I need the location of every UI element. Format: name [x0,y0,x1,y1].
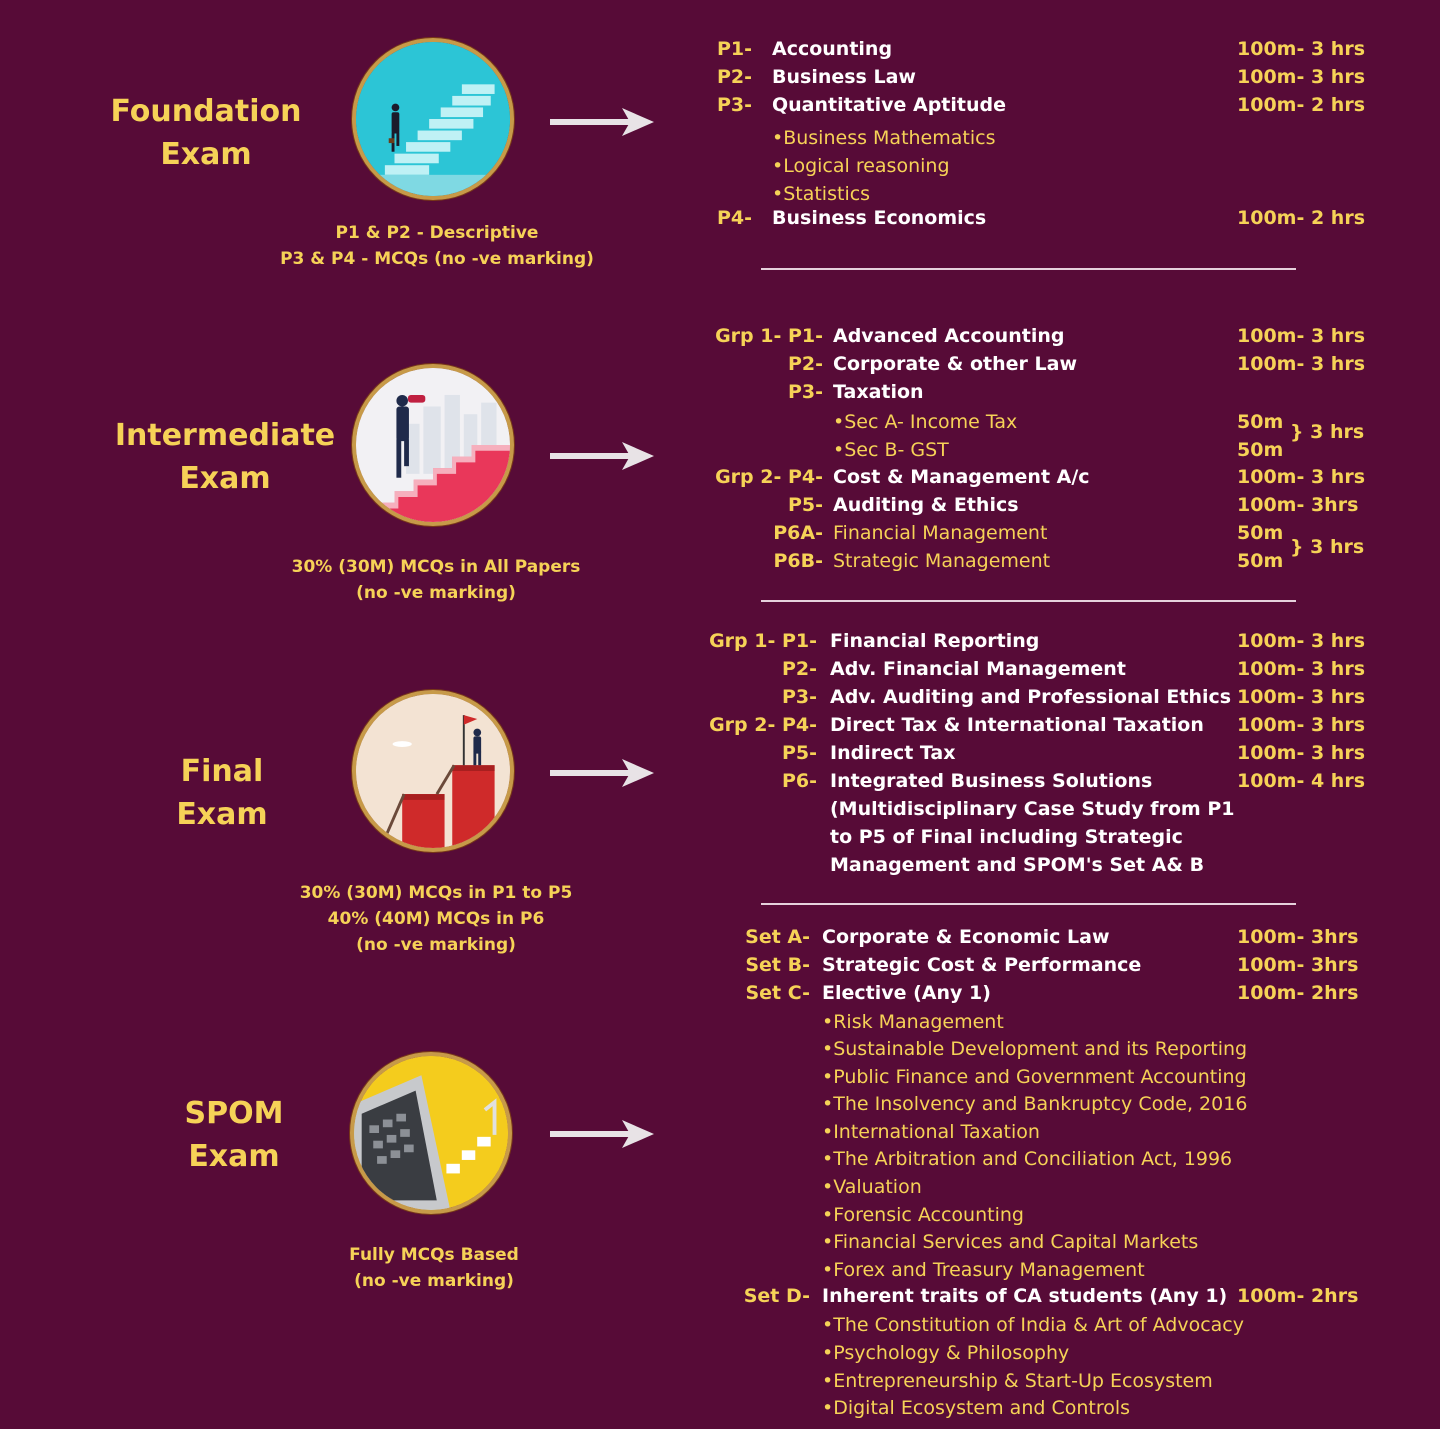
sub-topic: Financial Management [833,522,1048,544]
paper-row [0,35,1440,63]
sub-topic: •Logical reasoning [772,155,950,177]
paper-row [0,1256,1440,1284]
paper-name: to P5 of Final including Strategic [830,826,1183,848]
paper-row [0,1228,1440,1256]
paper-code: P4- [716,207,752,229]
marks-duration: 50m [1237,550,1284,572]
paper-row [0,823,1440,851]
paper-row [0,979,1440,1007]
paper-code: Grp 1- P1- [709,630,817,652]
paper-code: P2- [787,353,823,375]
paper-name: Adv. Financial Management [830,658,1126,680]
paper-name: Management and SPOM's Set A& B [830,854,1205,876]
paper-row [0,951,1440,979]
paper-row [0,1008,1440,1036]
sub-topic: •Business Mathematics [772,127,996,149]
marks-duration: 100m- 3hrs [1237,494,1359,516]
paper-row [0,63,1440,91]
marks-duration: 50m [1237,439,1284,461]
paper-row [0,463,1440,491]
paper-name: Auditing & Ethics [833,494,1019,516]
brace-hours-p3: } 3 hrs [1290,421,1365,443]
marks-duration: 100m- 2 hrs [1237,94,1365,116]
marks-duration: 50m [1237,411,1284,433]
paper-row [0,204,1440,232]
paper-code: Set D- [743,1285,810,1307]
paper-row [0,547,1440,575]
sub-topic: •Financial Services and Capital Markets [822,1231,1199,1253]
marks-duration: 50m [1237,522,1284,544]
paper-code: P1- [716,38,752,60]
paper-code: Grp 1- P1- [715,325,823,347]
paper-row [0,851,1440,879]
marks-duration: 100m- 3hrs [1237,954,1359,976]
paper-row [0,1090,1440,1118]
marks-duration: 100m- 3 hrs [1237,742,1365,764]
paper-code: Grp 2- P4- [709,714,817,736]
paper-name: Corporate & other Law [833,353,1077,375]
paper-code: Set B- [745,954,810,976]
paper-name: Business Law [772,66,916,88]
sub-topic: •Entrepreneurship & Start-Up Ecosystem [822,1370,1213,1392]
section-divider [761,903,1296,905]
paper-row [0,1367,1440,1395]
marks-duration: 100m- 3 hrs [1237,714,1365,736]
paper-code: P5- [781,742,817,764]
marks-duration: 100m- 3 hrs [1237,466,1365,488]
marks-duration: 100m- 3hrs [1237,926,1359,948]
paper-row [0,1035,1440,1063]
paper-row [0,378,1440,406]
sub-topic: Strategic Management [833,550,1051,572]
paper-name: Cost & Management A/c [833,466,1090,488]
marks-duration: 100m- 4 hrs [1237,770,1365,792]
paper-row [0,1063,1440,1091]
paper-row [0,1311,1440,1339]
paper-name: Adv. Auditing and Professional Ethics [830,686,1232,708]
marks-duration: 100m- 3 hrs [1237,66,1365,88]
paper-row [0,491,1440,519]
sub-topic: •Psychology & Philosophy [822,1342,1070,1364]
sub-topic: •Risk Management [822,1011,1004,1033]
paper-row [0,739,1440,767]
sub-topic: •Sec B- GST [833,439,949,461]
paper-name: Integrated Business Solutions [830,770,1153,792]
sub-topic: •The Insolvency and Bankruptcy Code, 2016 [822,1093,1248,1115]
paper-name: Business Economics [772,207,987,229]
paper-row [0,408,1440,436]
paper-name: Quantitative Aptitude [772,94,1007,116]
exam-title-foundation: Foundation Exam [110,94,302,172]
paper-name: Direct Tax & International Taxation [830,714,1204,736]
marks-duration: 100m- 3 hrs [1237,686,1365,708]
marks-duration: 100m- 3 hrs [1237,630,1365,652]
paper-row [0,711,1440,739]
paper-code: P6- [781,770,817,792]
marks-duration: 100m- 2hrs [1237,1285,1359,1307]
sub-topic: •Valuation [822,1176,922,1198]
exam-title-intermediate: Intermediate Exam [114,418,336,496]
exam-title-spom: SPOM Exam [184,1096,284,1174]
paper-code: Set C- [745,982,810,1004]
caption-final: 30% (30M) MCQs in P1 to P5 40% (40M) MCQs in P6 (no -ve marking) [299,883,573,955]
paper-row [0,322,1440,350]
marks-duration: 100m- 2hrs [1237,982,1359,1004]
paper-code: P3- [716,94,752,116]
paper-code: P3- [787,381,823,403]
paper-code: P6A- [773,522,823,544]
paper-row [0,1339,1440,1367]
paper-code: Set A- [745,926,810,948]
paper-name: Strategic Cost & Performance [822,954,1142,976]
paper-row [0,1173,1440,1201]
paper-row [0,1282,1440,1310]
sub-topic: •Forensic Accounting [822,1204,1024,1226]
paper-row [0,91,1440,119]
paper-name: Corporate & Economic Law [822,926,1110,948]
paper-name: Financial Reporting [830,630,1040,652]
paper-name: Indirect Tax [830,742,956,764]
sub-topic: •Sustainable Development and its Reporting [822,1038,1248,1060]
sub-topic: •Forex and Treasury Management [822,1259,1145,1281]
paper-code: Grp 2- P4- [715,466,823,488]
sub-topic: •Digital Ecosystem and Controls [822,1397,1131,1419]
paper-row [0,655,1440,683]
paper-row [0,152,1440,180]
brace-hours-p6: } 3 hrs [1290,536,1365,558]
paper-name: (Multidisciplinary Case Study from P1 [830,798,1235,820]
section-divider [761,268,1296,270]
sub-topic: •The Constitution of India & Art of Advocacy [822,1314,1244,1336]
caption-foundation: P1 & P2 - Descriptive P3 & P4 - MCQs (no -ve marking) [280,223,594,269]
paper-row [0,683,1440,711]
section-divider [761,600,1296,602]
sub-topic: •Public Finance and Government Accounting [822,1066,1247,1088]
sub-topic: •The Arbitration and Conciliation Act, 1996 [822,1148,1233,1170]
marks-duration: 100m- 3 hrs [1237,658,1365,680]
paper-row [0,519,1440,547]
marks-duration: 100m- 3 hrs [1237,353,1365,375]
paper-name: Taxation [833,381,924,403]
sub-topic: •Sec A- Income Tax [833,411,1018,433]
paper-code: P2- [716,66,752,88]
caption-spom: Fully MCQs Based (no -ve marking) [349,1245,519,1291]
paper-row [0,923,1440,951]
paper-row [0,767,1440,795]
paper-code: P2- [781,658,817,680]
paper-code: P3- [781,686,817,708]
sub-topic: •International Taxation [822,1121,1040,1143]
paper-code: P5- [787,494,823,516]
marks-duration: 100m- 3 hrs [1237,325,1365,347]
paper-name: Advanced Accounting [833,325,1065,347]
paper-row [0,124,1440,152]
paper-row [0,1145,1440,1173]
sub-topic: •Statistics [772,183,871,205]
caption-intermediate: 30% (30M) MCQs in All Papers (no -ve marking) [291,557,581,603]
paper-row [0,795,1440,823]
paper-code: P6B- [773,550,823,572]
paper-name: Elective (Any 1) [822,982,991,1004]
paper-row [0,1394,1440,1422]
paper-row [0,1118,1440,1146]
marks-duration: 100m- 2 hrs [1237,207,1365,229]
paper-name: Accounting [772,38,893,60]
paper-row [0,436,1440,464]
exam-title-final: Final Exam [176,754,268,832]
paper-row [0,627,1440,655]
paper-row [0,350,1440,378]
paper-name: Inherent traits of CA students (Any 1) [822,1285,1228,1307]
marks-duration: 100m- 3 hrs [1237,38,1365,60]
paper-row [0,1201,1440,1229]
